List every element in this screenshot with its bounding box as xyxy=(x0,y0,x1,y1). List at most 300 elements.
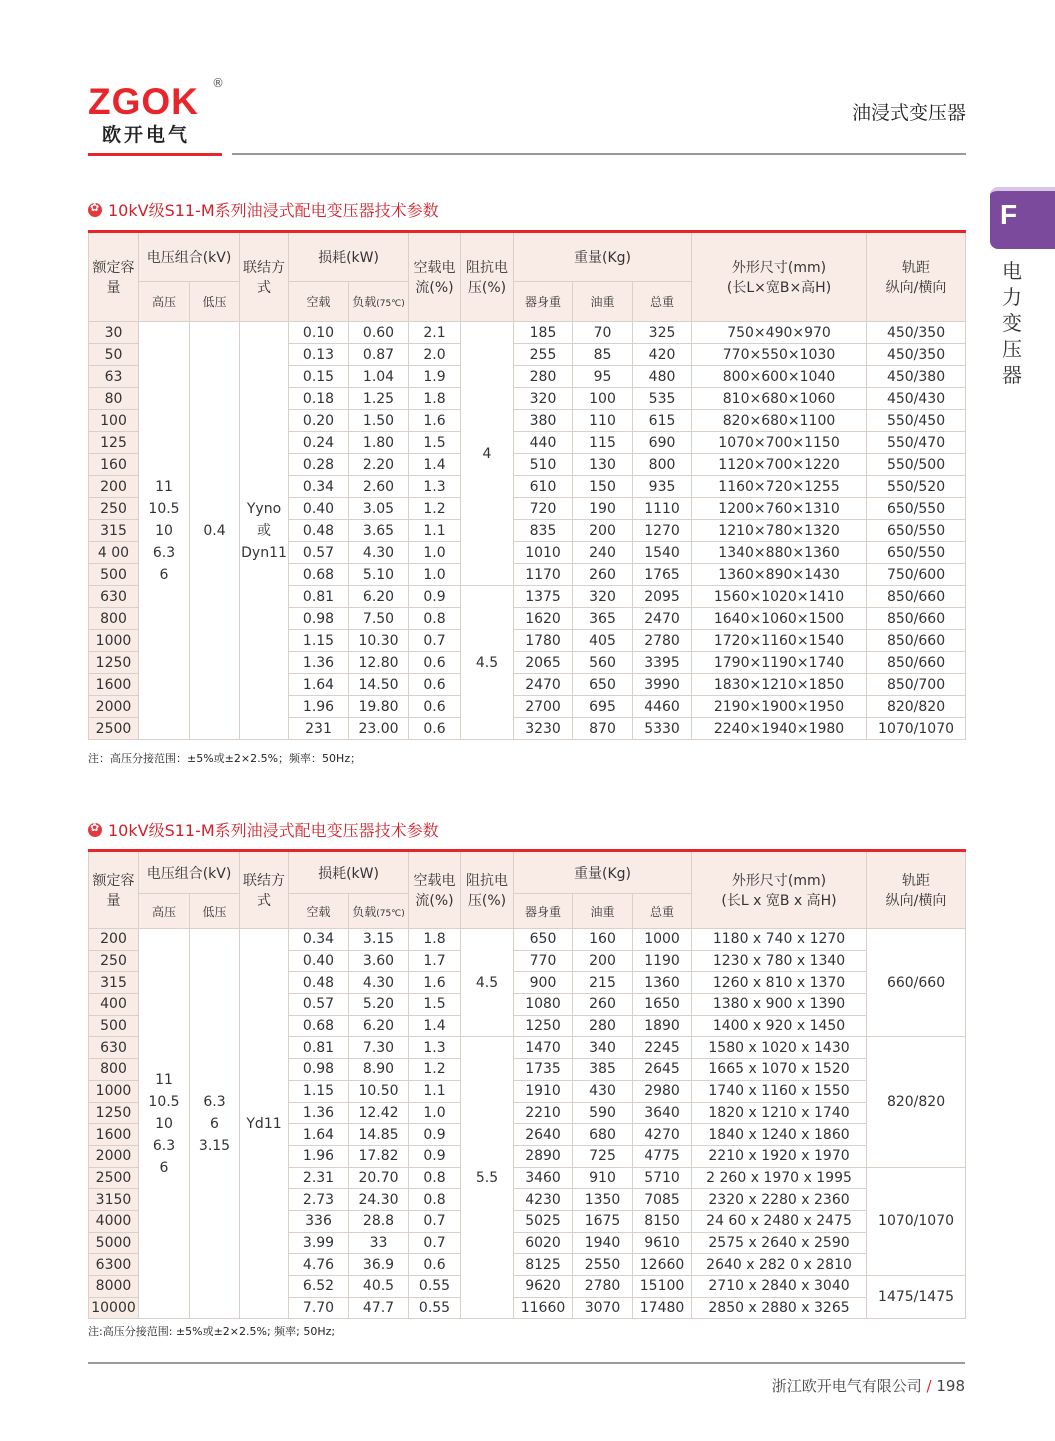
body-weight-cell: 1250 xyxy=(514,1015,573,1037)
track-gauge-cell: 550/450 xyxy=(867,410,966,432)
section-title-text: 10kV级S11-M系列油浸式配电变压器技术参数 xyxy=(108,821,439,840)
load-loss-cell: 8.90 xyxy=(349,1059,409,1081)
body-weight-cell: 2890 xyxy=(514,1145,573,1167)
total-weight-cell: 4460 xyxy=(633,696,692,718)
track-gauge-cell: 650/550 xyxy=(867,520,966,542)
flower-bullet-icon xyxy=(88,203,102,217)
oil-weight-cell: 430 xyxy=(573,1080,633,1102)
total-weight-cell: 1270 xyxy=(633,520,692,542)
dimensions-cell: 1340×880×1360 xyxy=(692,542,867,564)
dimensions-cell: 1560×1020×1410 xyxy=(692,586,867,608)
capacity-cell: 2000 xyxy=(89,1145,139,1167)
total-weight-cell: 3990 xyxy=(633,674,692,696)
no-load-current-cell: 1.7 xyxy=(409,950,461,972)
total-weight-cell: 1360 xyxy=(633,972,692,994)
load-loss-cell: 7.50 xyxy=(349,608,409,630)
body-weight-cell: 510 xyxy=(514,454,573,476)
footer-divider xyxy=(88,1362,965,1364)
body-weight-cell: 720 xyxy=(514,498,573,520)
no-load-current-cell: 1.3 xyxy=(409,1037,461,1059)
load-loss-cell: 24.30 xyxy=(349,1189,409,1211)
total-weight-cell: 15100 xyxy=(633,1276,692,1298)
total-weight-cell: 1190 xyxy=(633,950,692,972)
no-load-current-cell: 0.9 xyxy=(409,1145,461,1167)
flower-bullet-icon xyxy=(88,823,102,837)
capacity-cell: 400 xyxy=(89,994,139,1016)
capacity-cell: 1000 xyxy=(89,1080,139,1102)
oil-weight-cell: 150 xyxy=(573,476,633,498)
lv-voltage-cell: 0.4 xyxy=(190,322,240,740)
capacity-cell: 2000 xyxy=(89,696,139,718)
no-load-loss-cell: 0.24 xyxy=(289,432,349,454)
body-weight-cell: 380 xyxy=(514,410,573,432)
total-weight-cell: 420 xyxy=(633,344,692,366)
body-weight-cell: 280 xyxy=(514,366,573,388)
no-load-loss-cell: 336 xyxy=(289,1210,349,1232)
header-body-weight: 器身重 xyxy=(514,282,573,322)
logo-wordmark: ZGOK xyxy=(88,81,199,122)
no-load-current-cell: 0.7 xyxy=(409,1232,461,1254)
header-hv: 高压 xyxy=(139,282,190,322)
dimensions-cell: 2710 x 2840 x 3040 xyxy=(692,1276,867,1298)
total-weight-cell: 615 xyxy=(633,410,692,432)
capacity-cell: 63 xyxy=(89,366,139,388)
body-weight-cell: 900 xyxy=(514,972,573,994)
oil-weight-cell: 870 xyxy=(573,718,633,740)
load-loss-cell: 12.42 xyxy=(349,1102,409,1124)
load-loss-cell: 14.85 xyxy=(349,1124,409,1146)
oil-weight-cell: 190 xyxy=(573,498,633,520)
load-loss-cell: 10.30 xyxy=(349,630,409,652)
no-load-current-cell: 1.8 xyxy=(409,929,461,951)
total-weight-cell: 2780 xyxy=(633,630,692,652)
impedance-cell: 4 xyxy=(461,322,514,586)
track-gauge-cell: 850/660 xyxy=(867,608,966,630)
table-1-note: 注：高压分接范围：±5%或±2×2.5%；频率：50Hz； xyxy=(88,752,362,765)
oil-weight-cell: 340 xyxy=(573,1037,633,1059)
connection-cell: Yd11 xyxy=(240,929,289,1319)
header-load xyxy=(349,894,409,929)
capacity-cell: 8000 xyxy=(89,1276,139,1298)
dimensions-cell: 2240×1940×1980 xyxy=(692,718,867,740)
oil-weight-cell: 680 xyxy=(573,1124,633,1146)
oil-weight-cell: 365 xyxy=(573,608,633,630)
capacity-cell: 3150 xyxy=(89,1189,139,1211)
capacity-cell: 30 xyxy=(89,322,139,344)
track-gauge-cell: 650/550 xyxy=(867,498,966,520)
no-load-loss-cell: 1.64 xyxy=(289,674,349,696)
section-tab[interactable] xyxy=(990,187,1055,249)
load-loss-cell: 4.30 xyxy=(349,972,409,994)
total-weight-cell: 4775 xyxy=(633,1145,692,1167)
oil-weight-cell: 385 xyxy=(573,1059,633,1081)
spec-table-2 xyxy=(88,849,966,1319)
header-no-load: 空载 xyxy=(289,282,349,322)
no-load-loss-cell: 2.31 xyxy=(289,1167,349,1189)
total-weight-cell: 8150 xyxy=(633,1210,692,1232)
no-load-loss-cell: 1.36 xyxy=(289,652,349,674)
no-load-loss-cell: 1.15 xyxy=(289,630,349,652)
no-load-current-cell: 1.8 xyxy=(409,388,461,410)
oil-weight-cell: 260 xyxy=(573,994,633,1016)
dimensions-cell: 1740 x 1160 x 1550 xyxy=(692,1080,867,1102)
footer-slash: / xyxy=(926,1377,932,1395)
no-load-current-cell: 1.0 xyxy=(409,564,461,586)
no-load-current-cell: 0.7 xyxy=(409,630,461,652)
load-loss-cell: 20.70 xyxy=(349,1167,409,1189)
no-load-current-cell: 0.6 xyxy=(409,674,461,696)
oil-weight-cell: 725 xyxy=(573,1145,633,1167)
no-load-loss-cell: 0.13 xyxy=(289,344,349,366)
no-load-current-cell: 0.7 xyxy=(409,1210,461,1232)
total-weight-cell: 690 xyxy=(633,432,692,454)
no-load-loss-cell: 1.36 xyxy=(289,1102,349,1124)
impedance-cell: 4.5 xyxy=(461,586,514,740)
load-loss-cell: 12.80 xyxy=(349,652,409,674)
logo-chinese-name: 欧开电气 xyxy=(102,124,191,146)
load-loss-cell: 3.65 xyxy=(349,520,409,542)
load-label: 负载 xyxy=(352,904,377,919)
body-weight-cell: 2700 xyxy=(514,696,573,718)
header-no-load: 空载 xyxy=(289,894,349,929)
section-title-2 xyxy=(88,818,439,841)
body-weight-cell: 11660 xyxy=(514,1297,573,1319)
dimensions-cell: 1790×1190×1740 xyxy=(692,652,867,674)
oil-weight-cell: 200 xyxy=(573,950,633,972)
capacity-cell: 1250 xyxy=(89,1102,139,1124)
total-weight-cell: 1650 xyxy=(633,994,692,1016)
header-voltage-combo: 电压组合(kV) xyxy=(139,851,240,894)
total-weight-cell: 3395 xyxy=(633,652,692,674)
no-load-loss-cell: 1.15 xyxy=(289,1080,349,1102)
body-weight-cell: 2470 xyxy=(514,674,573,696)
oil-weight-cell: 2550 xyxy=(573,1254,633,1276)
no-load-loss-cell: 0.20 xyxy=(289,410,349,432)
lv-voltage-cell: 6.3 6 3.15 xyxy=(190,929,240,1319)
no-load-current-cell: 0.6 xyxy=(409,1254,461,1276)
total-weight-cell: 2980 xyxy=(633,1080,692,1102)
oil-weight-cell: 215 xyxy=(573,972,633,994)
no-load-current-cell: 1.2 xyxy=(409,1059,461,1081)
capacity-cell: 500 xyxy=(89,564,139,586)
no-load-current-cell: 0.8 xyxy=(409,1167,461,1189)
header-oil-weight: 油重 xyxy=(573,282,633,322)
header-lv: 低压 xyxy=(190,894,240,929)
no-load-current-cell: 0.55 xyxy=(409,1276,461,1298)
no-load-loss-cell: 1.64 xyxy=(289,1124,349,1146)
oil-weight-cell: 1940 xyxy=(573,1232,633,1254)
logo-underline xyxy=(88,153,222,156)
dimensions-cell: 1720×1160×1540 xyxy=(692,630,867,652)
dimensions-cell: 1260 x 810 x 1370 xyxy=(692,972,867,994)
no-load-loss-cell: 0.40 xyxy=(289,498,349,520)
no-load-loss-cell: 0.40 xyxy=(289,950,349,972)
load-loss-cell: 23.00 xyxy=(349,718,409,740)
no-load-loss-cell: 0.28 xyxy=(289,454,349,476)
header-impedance: 阻抗电压(%) xyxy=(461,851,514,929)
hv-voltage-cell: 11 10.5 10 6.3 6 xyxy=(139,322,190,740)
load-loss-cell: 28.8 xyxy=(349,1210,409,1232)
dimensions-cell: 770×550×1030 xyxy=(692,344,867,366)
oil-weight-cell: 95 xyxy=(573,366,633,388)
no-load-current-cell: 1.6 xyxy=(409,972,461,994)
load-loss-cell: 19.80 xyxy=(349,696,409,718)
section-title-text: 10kV级S11-M系列油浸式配电变压器技术参数 xyxy=(108,201,439,220)
no-load-loss-cell: 1.96 xyxy=(289,696,349,718)
impedance-cell: 4.5 xyxy=(461,929,514,1037)
no-load-loss-cell: 0.98 xyxy=(289,1059,349,1081)
no-load-loss-cell: 0.10 xyxy=(289,322,349,344)
no-load-current-cell: 1.3 xyxy=(409,476,461,498)
total-weight-cell: 935 xyxy=(633,476,692,498)
no-load-loss-cell: 6.52 xyxy=(289,1276,349,1298)
header-dimensions xyxy=(692,232,867,322)
capacity-cell: 200 xyxy=(89,929,139,951)
total-weight-cell: 4270 xyxy=(633,1124,692,1146)
header-lv: 低压 xyxy=(190,282,240,322)
header-connection: 联结方式 xyxy=(240,232,289,322)
capacity-cell: 630 xyxy=(89,1037,139,1059)
oil-weight-cell: 910 xyxy=(573,1167,633,1189)
dimensions-cell: 2 260 x 1970 x 1995 xyxy=(692,1167,867,1189)
no-load-loss-cell: 0.34 xyxy=(289,476,349,498)
load-loss-cell: 6.20 xyxy=(349,1015,409,1037)
no-load-loss-cell: 0.57 xyxy=(289,994,349,1016)
oil-weight-cell: 130 xyxy=(573,454,633,476)
load-loss-cell: 1.04 xyxy=(349,366,409,388)
capacity-cell: 315 xyxy=(89,972,139,994)
oil-weight-cell: 110 xyxy=(573,410,633,432)
body-weight-cell: 1080 xyxy=(514,994,573,1016)
header-voltage-combo: 电压组合(kV) xyxy=(139,232,240,282)
dimensions-cell: 1380 x 900 x 1390 xyxy=(692,994,867,1016)
load-loss-cell: 1.50 xyxy=(349,410,409,432)
no-load-current-cell: 0.6 xyxy=(409,652,461,674)
body-weight-cell: 1780 xyxy=(514,630,573,652)
header-loss: 损耗(kW) xyxy=(289,232,409,282)
track-gauge-cell: 650/550 xyxy=(867,542,966,564)
body-weight-cell: 9620 xyxy=(514,1276,573,1298)
oil-weight-cell: 560 xyxy=(573,652,633,674)
no-load-loss-cell: 0.48 xyxy=(289,972,349,994)
load-loss-cell: 0.60 xyxy=(349,322,409,344)
header-no-load-current: 空载电流(%) xyxy=(409,851,461,929)
dimensions-cell: 1400 x 920 x 1450 xyxy=(692,1015,867,1037)
dimensions-cell: 1580 x 1020 x 1430 xyxy=(692,1037,867,1059)
capacity-cell: 125 xyxy=(89,432,139,454)
header-weight: 重量(Kg) xyxy=(514,232,692,282)
capacity-cell: 4000 xyxy=(89,1210,139,1232)
load-loss-cell: 36.9 xyxy=(349,1254,409,1276)
no-load-current-cell: 1.2 xyxy=(409,498,461,520)
body-weight-cell: 835 xyxy=(514,520,573,542)
no-load-loss-cell: 7.70 xyxy=(289,1297,349,1319)
impedance-cell: 5.5 xyxy=(461,1037,514,1319)
capacity-cell: 50 xyxy=(89,344,139,366)
section-tab-letter: F xyxy=(1000,199,1018,230)
load-loss-cell: 1.25 xyxy=(349,388,409,410)
no-load-loss-cell: 0.68 xyxy=(289,1015,349,1037)
total-weight-cell: 17480 xyxy=(633,1297,692,1319)
dimensions-cell: 1840 x 1240 x 1860 xyxy=(692,1124,867,1146)
oil-weight-cell: 405 xyxy=(573,630,633,652)
track-gauge-cell: 550/470 xyxy=(867,432,966,454)
oil-weight-cell: 2780 xyxy=(573,1276,633,1298)
dimensions-cell: 1210×780×1320 xyxy=(692,520,867,542)
load-loss-cell: 5.20 xyxy=(349,994,409,1016)
total-weight-cell: 1110 xyxy=(633,498,692,520)
no-load-current-cell: 2.1 xyxy=(409,322,461,344)
capacity-cell: 1600 xyxy=(89,674,139,696)
header-capacity: 额定容量 xyxy=(89,232,139,322)
oil-weight-cell: 100 xyxy=(573,388,633,410)
track-gauge-cell: 450/350 xyxy=(867,344,966,366)
total-weight-cell: 2645 xyxy=(633,1059,692,1081)
track-sub-label: 纵向/横向 xyxy=(885,893,947,909)
oil-weight-cell: 70 xyxy=(573,322,633,344)
no-load-loss-cell: 0.81 xyxy=(289,586,349,608)
load-loss-cell: 2.20 xyxy=(349,454,409,476)
connection-cell: Yyno 或 Dyn11 xyxy=(240,322,289,740)
no-load-current-cell: 1.5 xyxy=(409,994,461,1016)
dimensions-cell: 800×600×1040 xyxy=(692,366,867,388)
no-load-loss-cell: 0.15 xyxy=(289,366,349,388)
no-load-current-cell: 1.5 xyxy=(409,432,461,454)
total-weight-cell: 12660 xyxy=(633,1254,692,1276)
no-load-current-cell: 2.0 xyxy=(409,344,461,366)
load-loss-cell: 17.82 xyxy=(349,1145,409,1167)
total-weight-cell: 325 xyxy=(633,322,692,344)
header-track xyxy=(867,851,966,929)
section-title-1 xyxy=(88,198,439,221)
registered-mark: ® xyxy=(212,76,224,90)
dimensions-cell: 1640×1060×1500 xyxy=(692,608,867,630)
dimensions-label: 外形尺寸(mm) xyxy=(731,260,827,276)
track-gauge-cell: 750/600 xyxy=(867,564,966,586)
dimensions-cell: 2640 x 282 0 x 2810 xyxy=(692,1254,867,1276)
body-weight-cell: 3460 xyxy=(514,1167,573,1189)
header-dimensions xyxy=(692,851,867,929)
load-loss-cell: 47.7 xyxy=(349,1297,409,1319)
capacity-cell: 1600 xyxy=(89,1124,139,1146)
oil-weight-cell: 200 xyxy=(573,520,633,542)
dimensions-cell: 1070×700×1150 xyxy=(692,432,867,454)
no-load-loss-cell: 0.34 xyxy=(289,929,349,951)
dimensions-cell: 2320 x 2280 x 2360 xyxy=(692,1189,867,1211)
dimensions-cell: 1180 x 740 x 1270 xyxy=(692,929,867,951)
load-temp-label: (75℃) xyxy=(376,908,405,919)
dimensions-cell: 1820 x 1210 x 1740 xyxy=(692,1102,867,1124)
dimensions-cell: 1230 x 780 x 1340 xyxy=(692,950,867,972)
track-label: 轨距 xyxy=(902,260,931,276)
capacity-cell: 6300 xyxy=(89,1254,139,1276)
body-weight-cell: 1620 xyxy=(514,608,573,630)
dimensions-cell: 2190×1900×1950 xyxy=(692,696,867,718)
no-load-loss-cell: 0.18 xyxy=(289,388,349,410)
body-weight-cell: 2640 xyxy=(514,1124,573,1146)
total-weight-cell: 9610 xyxy=(633,1232,692,1254)
total-weight-cell: 1000 xyxy=(633,929,692,951)
track-gauge-cell: 850/660 xyxy=(867,630,966,652)
no-load-current-cell: 1.4 xyxy=(409,454,461,476)
header-connection: 联结方式 xyxy=(240,851,289,929)
header-total-weight: 总重 xyxy=(633,282,692,322)
body-weight-cell: 2065 xyxy=(514,652,573,674)
body-weight-cell: 4230 xyxy=(514,1189,573,1211)
header-weight: 重量(Kg) xyxy=(514,851,692,894)
capacity-cell: 100 xyxy=(89,410,139,432)
total-weight-cell: 2095 xyxy=(633,586,692,608)
load-loss-cell: 33 xyxy=(349,1232,409,1254)
total-weight-cell: 7085 xyxy=(633,1189,692,1211)
load-loss-cell: 0.87 xyxy=(349,344,409,366)
header-body-weight: 器身重 xyxy=(514,894,573,929)
no-load-current-cell: 0.8 xyxy=(409,608,461,630)
oil-weight-cell: 590 xyxy=(573,1102,633,1124)
load-loss-cell: 3.15 xyxy=(349,929,409,951)
dimensions-cell: 1830×1210×1850 xyxy=(692,674,867,696)
header-divider xyxy=(232,153,966,155)
body-weight-cell: 1910 xyxy=(514,1080,573,1102)
total-weight-cell: 1890 xyxy=(633,1015,692,1037)
body-weight-cell: 185 xyxy=(514,322,573,344)
oil-weight-cell: 115 xyxy=(573,432,633,454)
body-weight-cell: 610 xyxy=(514,476,573,498)
no-load-current-cell: 1.6 xyxy=(409,410,461,432)
track-gauge-cell: 450/350 xyxy=(867,322,966,344)
section-tab-label: 电力变压器 xyxy=(1002,259,1022,387)
body-weight-cell: 2210 xyxy=(514,1102,573,1124)
capacity-cell: 1250 xyxy=(89,652,139,674)
no-load-current-cell: 1.0 xyxy=(409,1102,461,1124)
body-weight-cell: 1170 xyxy=(514,564,573,586)
header-impedance: 阻抗电压(%) xyxy=(461,232,514,322)
capacity-cell: 800 xyxy=(89,608,139,630)
load-loss-cell: 3.60 xyxy=(349,950,409,972)
load-loss-cell: 6.20 xyxy=(349,586,409,608)
track-gauge-cell: 450/430 xyxy=(867,388,966,410)
no-load-current-cell: 0.9 xyxy=(409,1124,461,1146)
oil-weight-cell: 1350 xyxy=(573,1189,633,1211)
capacity-cell: 200 xyxy=(89,476,139,498)
no-load-current-cell: 1.1 xyxy=(409,1080,461,1102)
table-row xyxy=(89,929,966,951)
header-total-weight: 总重 xyxy=(633,894,692,929)
total-weight-cell: 535 xyxy=(633,388,692,410)
capacity-cell: 315 xyxy=(89,520,139,542)
body-weight-cell: 3230 xyxy=(514,718,573,740)
track-gauge-cell: 820/820 xyxy=(867,696,966,718)
dimensions-cell: 820×680×1100 xyxy=(692,410,867,432)
track-label: 轨距 xyxy=(902,873,931,889)
load-loss-cell: 1.80 xyxy=(349,432,409,454)
capacity-cell: 5000 xyxy=(89,1232,139,1254)
capacity-cell: 250 xyxy=(89,498,139,520)
table-row xyxy=(89,322,966,344)
hv-voltage-cell: 11 10.5 10 6.3 6 xyxy=(139,929,190,1319)
total-weight-cell: 5330 xyxy=(633,718,692,740)
total-weight-cell: 2245 xyxy=(633,1037,692,1059)
page-number: 198 xyxy=(936,1377,965,1395)
track-gauge-cell: 550/500 xyxy=(867,454,966,476)
capacity-cell: 10000 xyxy=(89,1297,139,1319)
no-load-loss-cell: 0.48 xyxy=(289,520,349,542)
body-weight-cell: 770 xyxy=(514,950,573,972)
body-weight-cell: 6020 xyxy=(514,1232,573,1254)
dimensions-cell: 2575 x 2640 x 2590 xyxy=(692,1232,867,1254)
capacity-cell: 500 xyxy=(89,1015,139,1037)
total-weight-cell: 3640 xyxy=(633,1102,692,1124)
